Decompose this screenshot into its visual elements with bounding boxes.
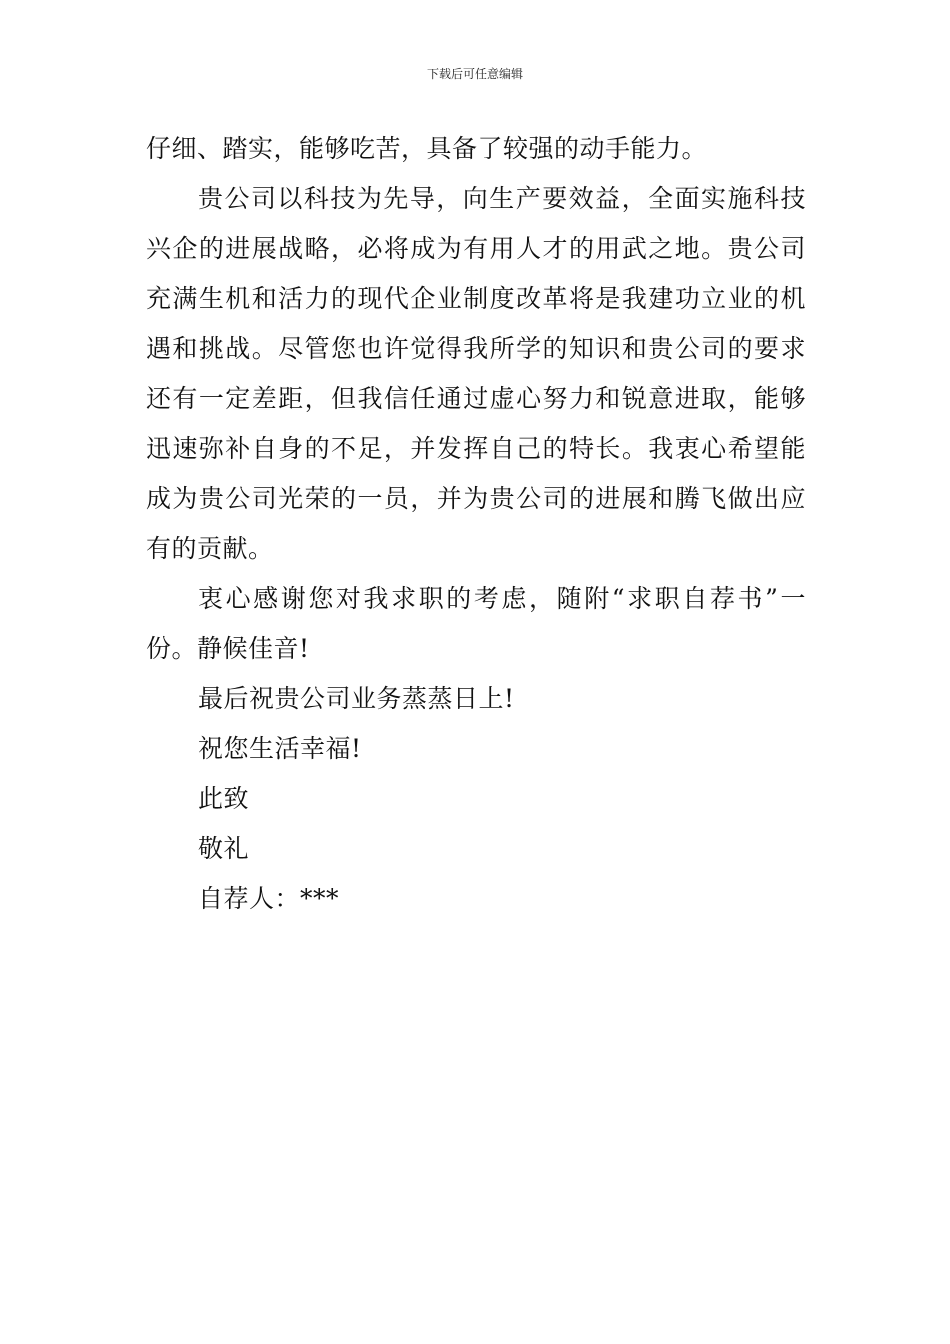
- page-header-note: 下载后可任意编辑: [426, 67, 523, 81]
- letter-body: [146, 124, 806, 924]
- paragraph-company: 贵公司以科技为先导，向生产要效益，全面实施科技兴企的进展战略，必将成为有用人才的用武之地。贵公司充满生机和活力的现代企业制度改革将是我建功立业的机遇和挑战。尽管您也许觉得我所学的知识和贵公司的要求还有一定差距，但我信任通过虚心努力和锐意进取，能够迅速弥补自身的不足，并发挥自己的特长。我衷心希望能成为贵公司光荣的一员，并为贵公司的进展和腾飞做出应有的贡献。: [146, 184, 806, 563]
- wish-life-line: 祝您生活幸福!: [198, 734, 362, 763]
- closing-jingli: 敬礼: [198, 834, 250, 863]
- wish-business-line: 最后祝贵公司业务蒸蒸日上!: [198, 684, 515, 713]
- signature-line: 自荐人：***: [198, 884, 340, 913]
- closing-cizhi: 此致: [198, 784, 250, 813]
- paragraph-thanks: 衷心感谢您对我求职的考虑，随附“求职自荐书”一份。静候佳音!: [146, 584, 806, 663]
- paragraph-continued: 仔细、踏实，能够吃苦，具备了较强的动手能力。: [146, 134, 708, 163]
